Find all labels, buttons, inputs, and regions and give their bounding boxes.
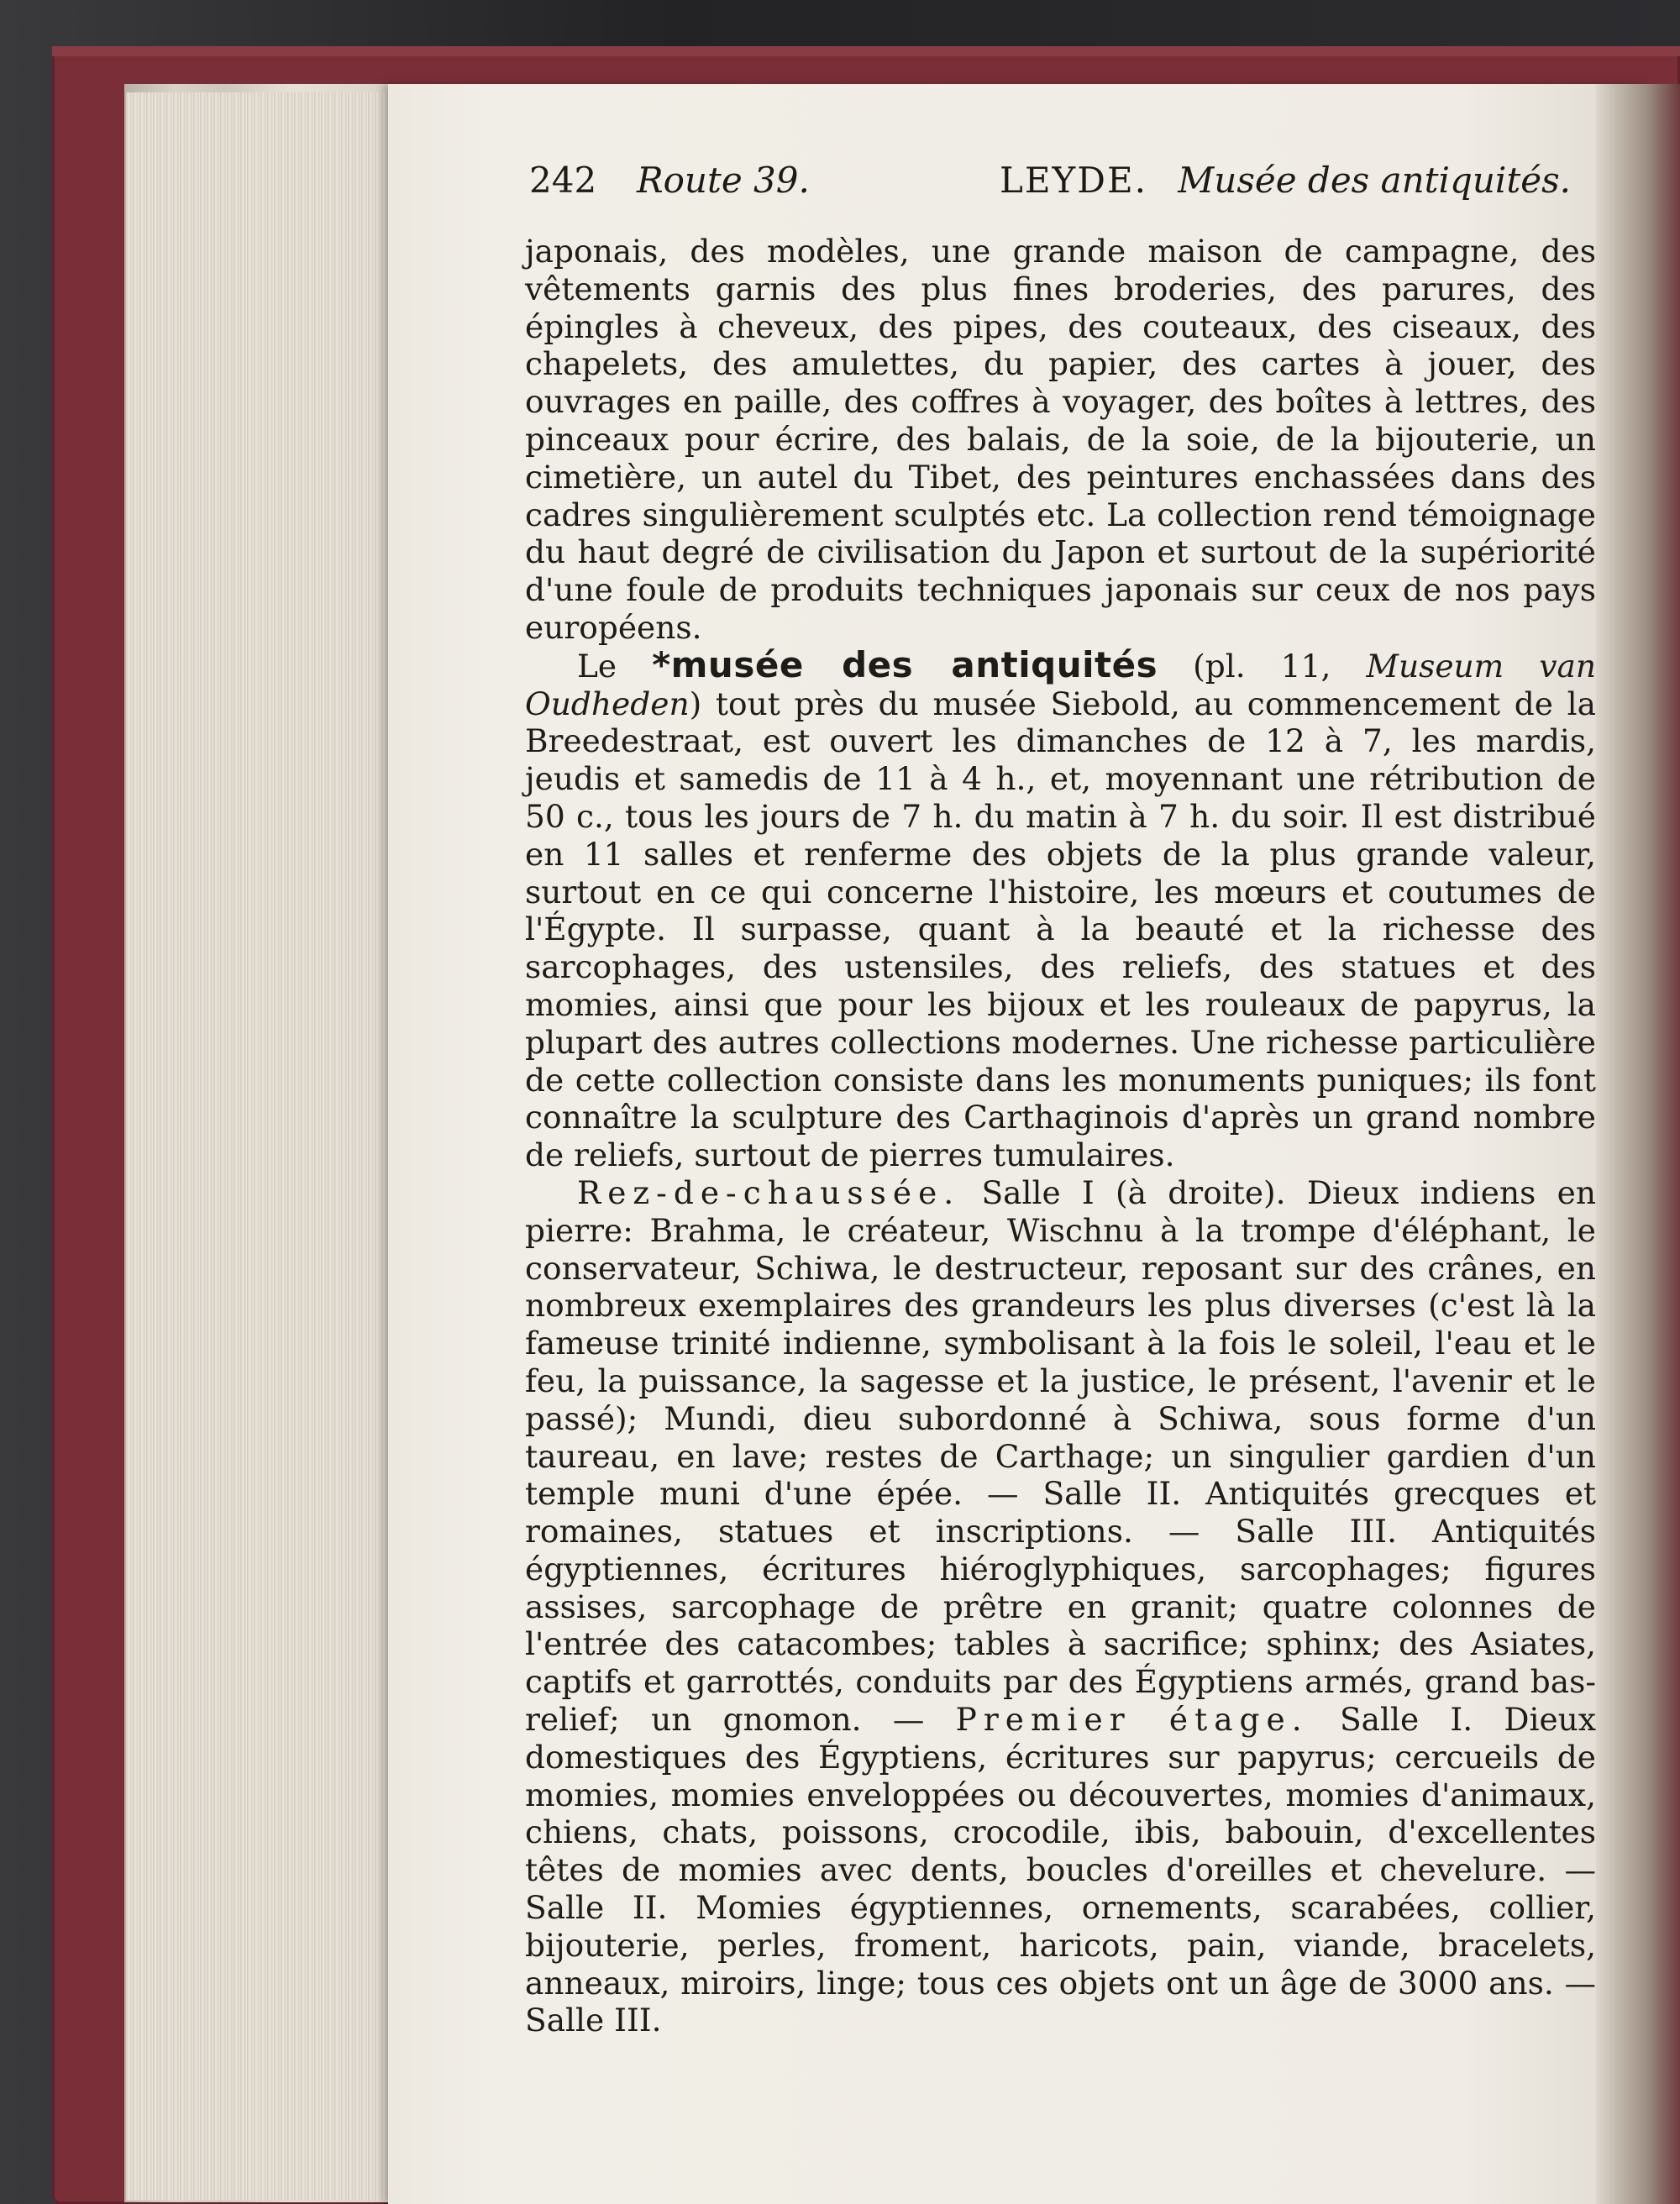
- section-label: Musée des antiquités.: [1178, 160, 1571, 201]
- paragraph-floors: [525, 1174, 1596, 2039]
- page-number: 242: [529, 160, 597, 201]
- body-text: [525, 233, 1596, 2039]
- running-header: [529, 160, 1571, 210]
- floor-heading-first: Premier étage.: [955, 1701, 1309, 1739]
- paragraph-antiquities-museum: [525, 643, 1597, 1174]
- floor-heading-ground: Rez-de-chaussée.: [577, 1173, 961, 1211]
- paragraph-lead: Le: [577, 647, 617, 685]
- page-gutter: [1596, 84, 1680, 2204]
- city-label: LEYDE.: [1000, 160, 1147, 201]
- paragraph-japanese-collection: japonais, des modèles, une grande maison de campagne, des vêtements garnis des plus fines broderies, des parures, des épingles à cheveux, des pipes, des couteaux, des ciseaux, des chapelets, des amulettes, du papier, des cartes à jouer, des ouvrages en paille, des coffres à voyager, des boîtes à lettres, des pinceaux pour écrire, des balais, de la soie, de la bijouterie, un cimetière, un autel du Tibet, des peintures enchassées dans des cadres singulièrement sculptés etc. La collection rend témoignage du haut degré de civilisation du Japon et surtout de la supériorité d'une foule de produits techniques japonais sur ceux de nos pays européens.: [525, 233, 1596, 646]
- paragraph-text: ) tout près du musée Siebold, au commencement de la Breedestraat, est ouvert les dimanches de 12 à 7, les mardis, jeudis et samedis de 11 à 4 h., et, moyennant une rétribution de 50 c., tous les jours de 7 h. du matin à 7 h. du soir. Il est distribué en 11 salles et renferme des objets de la plus grande valeur, surtout en ce qui concerne l'histoire, les mœurs et coutumes de l'Égypte. Il surpasse, quant à la beauté et la richesse des sarcophages, des ustensiles, des reliefs, des statues et des momies, ainsi que pour les bijoux et les rouleaux de papyrus, la plupart des autres collections modernes. Une richesse particulière de cette collection consiste dans les monuments puniques; ils font connaître la sculpture des Carthaginois d'après un grand nombre de reliefs, surtout de pierres tumulaires.: [525, 685, 1596, 1174]
- route-label: Route 39.: [637, 160, 810, 201]
- page-edges: [126, 92, 386, 2201]
- paragraph-text: Salle I. Dieux domestiques des Égyptiens, écritures sur papyrus; cercueils de momies, momies enveloppées ou découvertes, momies d'animaux, chiens, chats, poissons, crocodile, ibis, babouin, d'excellentes têtes de momies avec dents, boucles d'oreilles et chevelure. — Salle II. Momies égyptiennes, ornements, scarabées, collier, bijouterie, perles, froment, haricots, pain, viande, bracelets, anneaux, miroirs, linge; tous ces objets ont un âge de 3000 ans. — Salle III.: [525, 1701, 1596, 2039]
- museum-dutch-name: Museum van Oudheden: [525, 647, 1597, 722]
- plate-reference: (pl. 11,: [1193, 647, 1331, 685]
- paragraph-text: Salle I (à droite). Dieux indiens en pierre: Brahma, le créateur, Wischnu à la trompe d'éléphant, le conservateur, Schiwa, le destructeur, reposant sur des crânes, en nombreux exemplaires des grandeurs les plus diverses (c'est là la fameuse trinité indienne, symbolisant à la fois le soleil, l'eau et le feu, la puissance, la sagesse et la justice, le présent, l'avenir et le passé); Mundi, dieu subordonné à Schiwa, sous forme d'un taureau, en lave; restes de Carthage; un singulier gardien d'un temple muni d'une épée. — Salle II. Antiquités grecques et romaines, statues et inscriptions. — Salle III. Antiquités égyptiennes, écritures hiéroglyphiques, sarcophages; figures assises, sarcophage de prêtre en granit; quatre colonnes de l'entrée des catacombes; tables à sacrifice; sphinx; des Asiates, captifs et garrottés, conduits par des Égyptiens armés, grand bas-relief; un gnomon. —: [525, 1173, 1596, 1739]
- cover-edge: [52, 46, 1680, 56]
- museum-title: *musée des antiquités: [652, 643, 1158, 685]
